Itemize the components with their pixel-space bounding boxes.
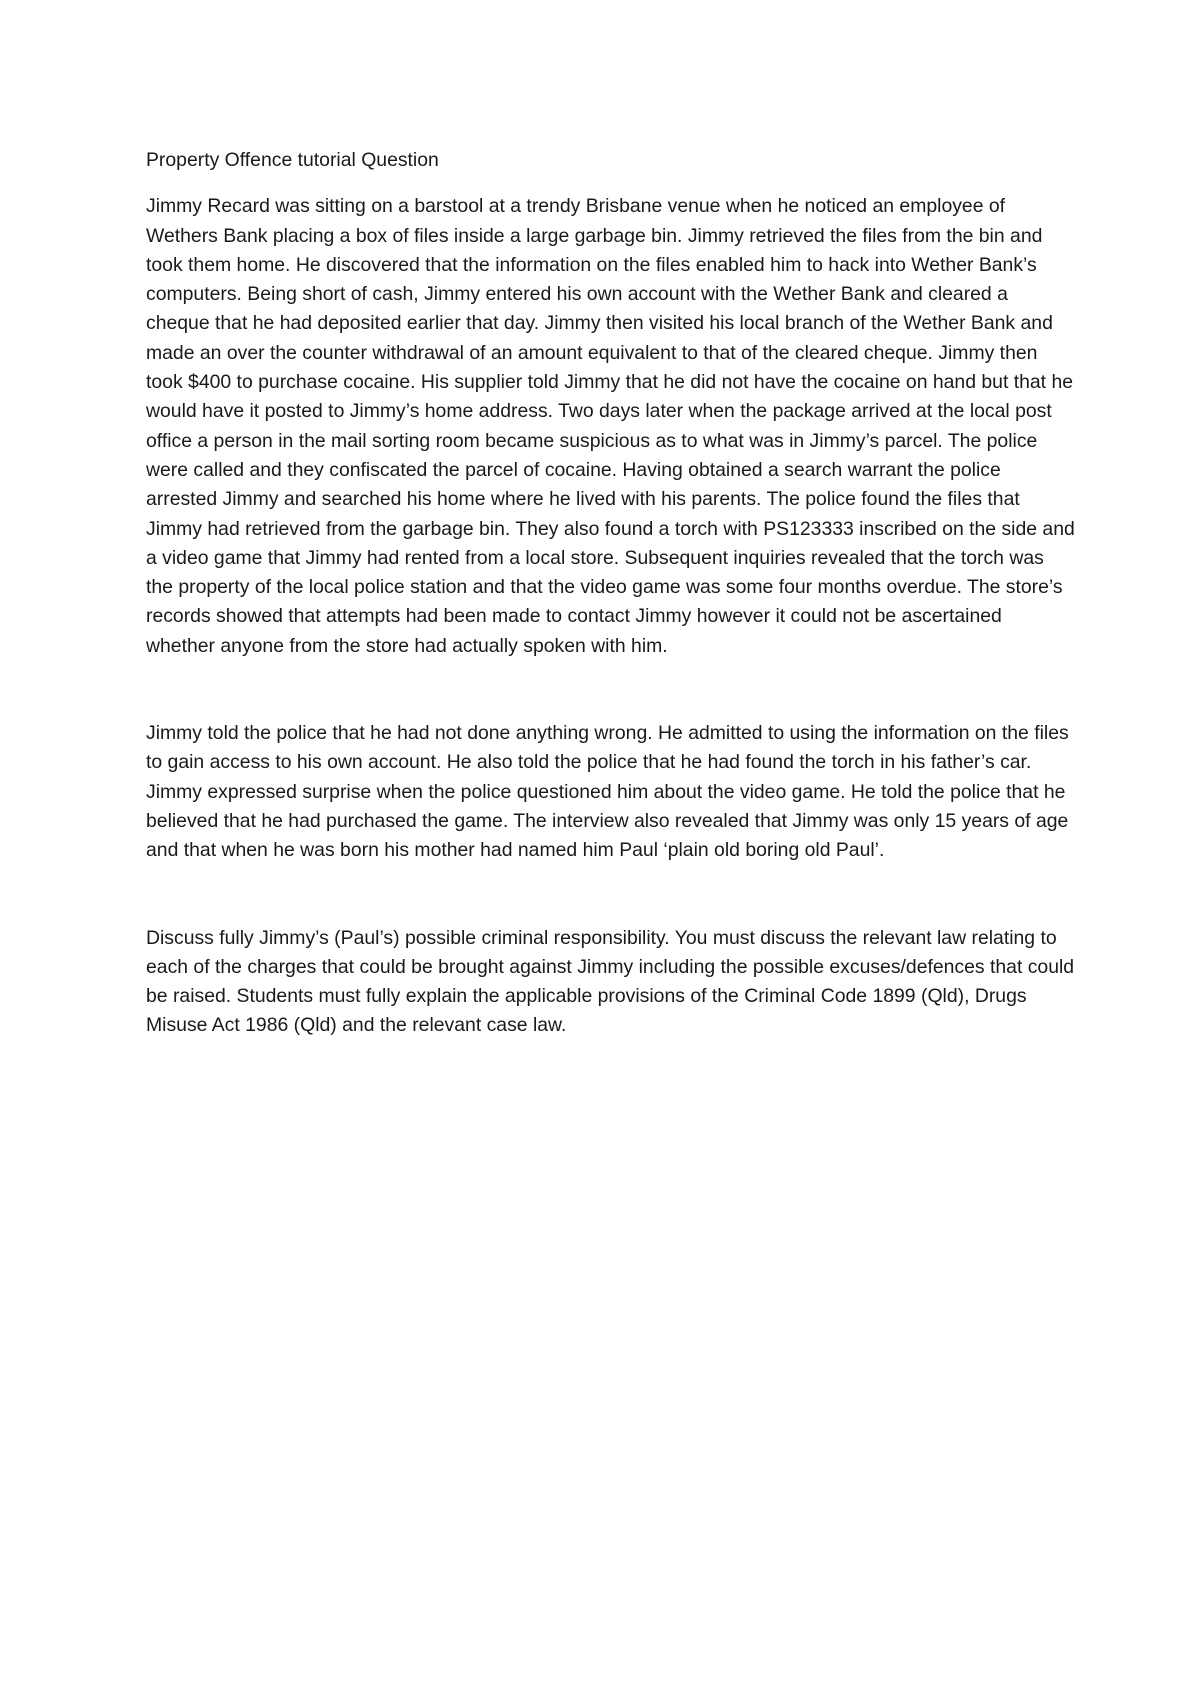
document-title: Property Offence tutorial Question (146, 149, 439, 171)
question-paragraph: Discuss fully Jimmy’s (Paul’s) possible criminal responsibility. You must discuss the relevant law relating to each of the charges that could be brought against Jimmy including the possible excuses/defences that could be raised. Students must fully explain the applicable provisions of the Criminal Code 1899 (Qld), Drugs Misuse Act 1986 (Qld) and the relevant case law. (146, 926, 1075, 1037)
interview-paragraph: Jimmy told the police that he had not done anything wrong. He admitted to using the information on the files to gain access to his own account. He also told the police that he had found the torch in his father’s car. Jimmy expressed surprise when the police questioned him about the video game. He told the police that he believed that he had purchased the game. The interview also revealed that Jimmy was only 15 years of age and that when he was born his mother had named him Paul ‘plain old boring old Paul’. (146, 722, 1069, 862)
document-body (146, 146, 1076, 1041)
scenario-paragraph: Jimmy Recard was sitting on a barstool at a trendy Brisbane venue when he noticed an employee of Wethers Bank placing a box of files inside a large garbage bin. Jimmy retrieved the files from the bin and took them home. He discovered that the information on the files enabled him to hack into Wether Bank’s computers. Being short of cash, Jimmy entered his own account with the Wether Bank and cleared a cheque that he had deposited earlier that day. Jimmy then visited his local branch of the Wether Bank and made an over the counter withdrawal of an amount equivalent to that of the cleared cheque. Jimmy then took $400 to purchase cocaine. His supplier told Jimmy that he did not have the cocaine on hand but that he would have it posted to Jimmy’s home address. Two days later when the package arrived at the local post office a person in the mail sorting room became suspicious as to what was in Jimmy’s parcel. The police were called and they confiscated the parcel of cocaine. Having obtained a search warrant the police arrested Jimmy and searched his home where he lived with his parents. The police found the files that Jimmy had retrieved from the garbage bin. They also found a torch with PS123333 inscribed on the side and a video game that Jimmy had rented from a local store. Subsequent inquiries revealed that the torch was the property of the local police station and that the video game was some four months overdue. The store’s records showed that attempts had been made to contact Jimmy however it could not be ascertained whether anyone from the store had actually spoken with him. (146, 195, 1075, 657)
